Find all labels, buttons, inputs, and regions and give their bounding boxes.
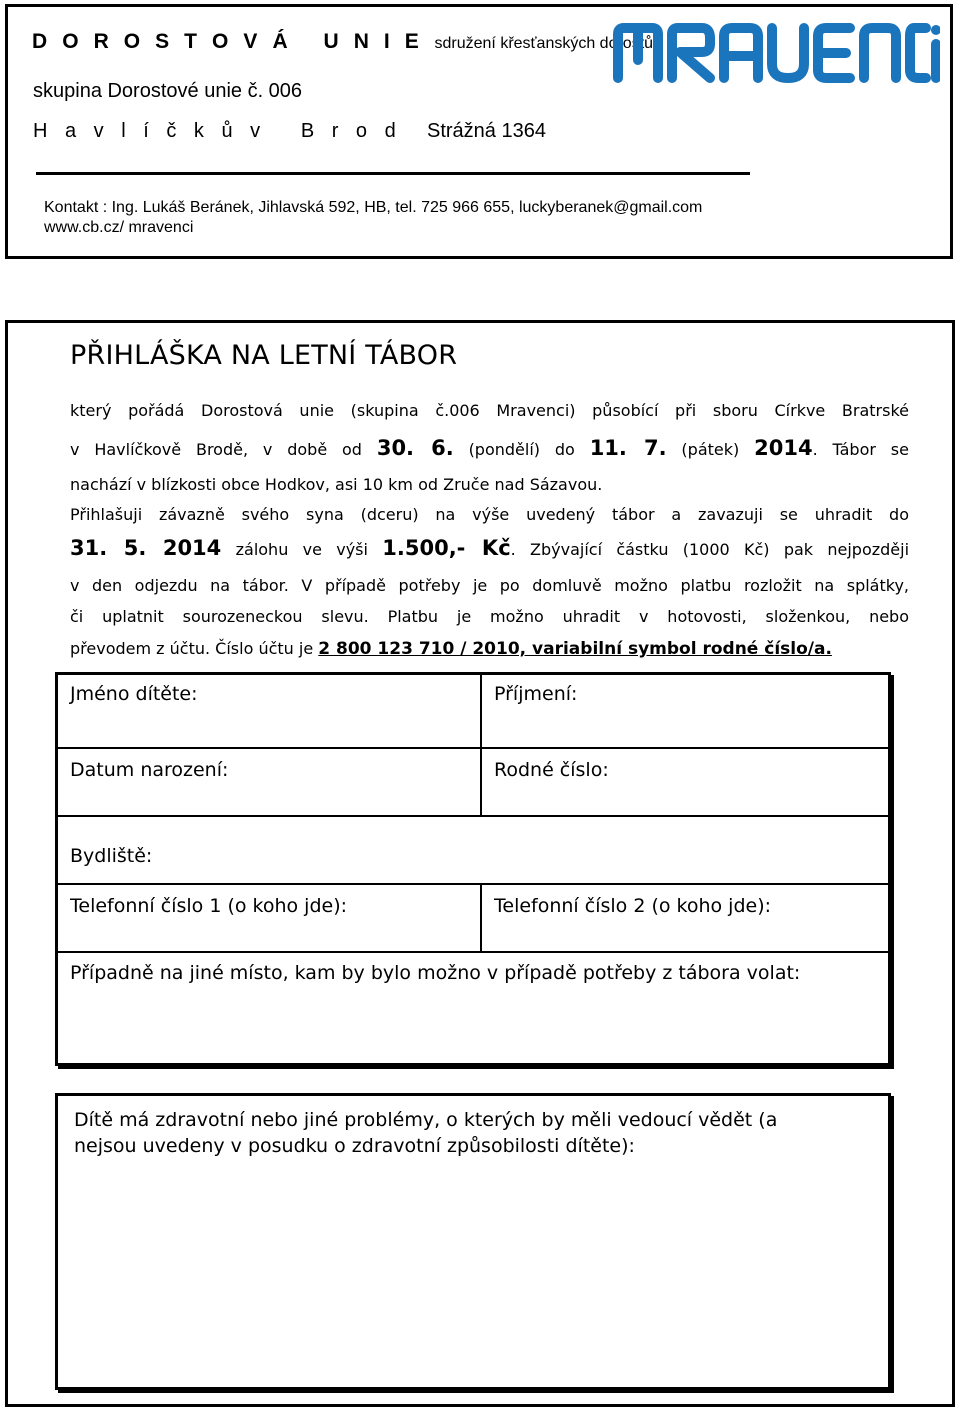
intro-line-4: Přihlašuji závazně svého syna (dceru) na výše uvedený tábor a zavazuji se uhradit do <box>70 505 909 524</box>
account-number: 2 800 123 710 / 2010, variabilní symbol rodné číslo/a. <box>318 639 832 659</box>
intro-line-6: v den odjezdu na tábor. V případě potřeby je po domluvě možno platbu rozložit na splátky, <box>70 576 909 595</box>
street: Strážná 1364 <box>427 120 546 142</box>
phone2-field[interactable]: Telefonní číslo 2 (o koho jde): <box>494 895 772 917</box>
deposit-amount: 1.500,- Kč <box>382 536 511 560</box>
mravenci-logo <box>610 20 940 84</box>
col-divider <box>480 883 482 953</box>
intro-text: . Tábor se <box>812 440 909 459</box>
intro-text: (pondělí) do <box>468 440 575 459</box>
intro-text: . Zbývající částku (1000 Kč) pak nejpozději <box>510 540 910 559</box>
intro-text: (pátek) <box>681 440 740 459</box>
header-divider <box>36 172 750 175</box>
city: H a v l í č k ů v B r o d <box>33 120 402 142</box>
org-line <box>32 30 653 54</box>
intro-line-8 <box>70 632 832 666</box>
org-name: D O R O S T O V Á U N I E <box>32 30 424 53</box>
health-label-line-2: nejsou uvedeny v posudku o zdravotní způsobilosti dítěte): <box>74 1135 635 1157</box>
intro-text: v Havlíčkově Brodě, v době od <box>70 440 362 459</box>
intro-line-2 <box>70 432 909 466</box>
last-name-field[interactable]: Příjmení: <box>494 683 578 705</box>
page-title: PŘIHLÁŠKA NA LETNÍ TÁBOR <box>70 340 458 371</box>
intro-line-1: který pořádá Dorostová unie (skupina č.006 Mravenci) působící při sboru Církve Bratrské <box>70 401 909 420</box>
intro-text: zálohu ve výši <box>235 540 368 559</box>
health-label-line-1: Dítě má zdravotní nebo jiné problémy, o kterých by měli vedoucí vědět (a <box>74 1109 778 1131</box>
intro-text: převodem z účtu. Číslo účtu je <box>70 639 314 658</box>
birth-number-field[interactable]: Rodné číslo: <box>494 759 609 781</box>
intro-line-5 <box>70 532 909 566</box>
row-divider <box>58 883 888 885</box>
intro-line-7: či uplatnit sourozeneckou slevu. Platbu je možno uhradit v hotovosti, složenkou, nebo <box>70 607 909 626</box>
health-label <box>74 1107 834 1159</box>
group-name: skupina Dorostové unie č. 006 <box>33 80 303 102</box>
web-link[interactable]: www.cb.cz/ mravenci <box>44 219 194 236</box>
org-subtitle: sdružení křesťanských dorostů <box>434 35 654 52</box>
address-field[interactable]: Bydliště: <box>70 845 153 867</box>
row-divider <box>58 815 888 817</box>
other-contact-field[interactable]: Případně na jiné místo, kam by bylo možno v případě potřeby z tábora volat: <box>70 962 801 984</box>
col-divider <box>480 675 482 817</box>
phone1-field[interactable]: Telefonní číslo 1 (o koho jde): <box>70 895 348 917</box>
year: 2014 <box>754 436 813 460</box>
start-date: 30. 6. <box>376 436 454 460</box>
contact-line: Kontakt : Ing. Lukáš Beránek, Jihlavská 592, HB, tel. 725 966 655, luckyberanek@gmail.com <box>44 199 703 216</box>
first-name-field[interactable]: Jméno dítěte: <box>70 683 198 705</box>
deposit-date: 31. 5. 2014 <box>70 536 222 560</box>
row-divider <box>58 747 888 749</box>
intro-line-3: nachází v blízkosti obce Hodkov, asi 10 km od Zruče nad Sázavou. <box>70 475 603 494</box>
child-form <box>55 672 891 1066</box>
end-date: 11. 7. <box>589 436 667 460</box>
row-divider <box>58 951 888 953</box>
birth-date-field[interactable]: Datum narození: <box>70 759 229 781</box>
